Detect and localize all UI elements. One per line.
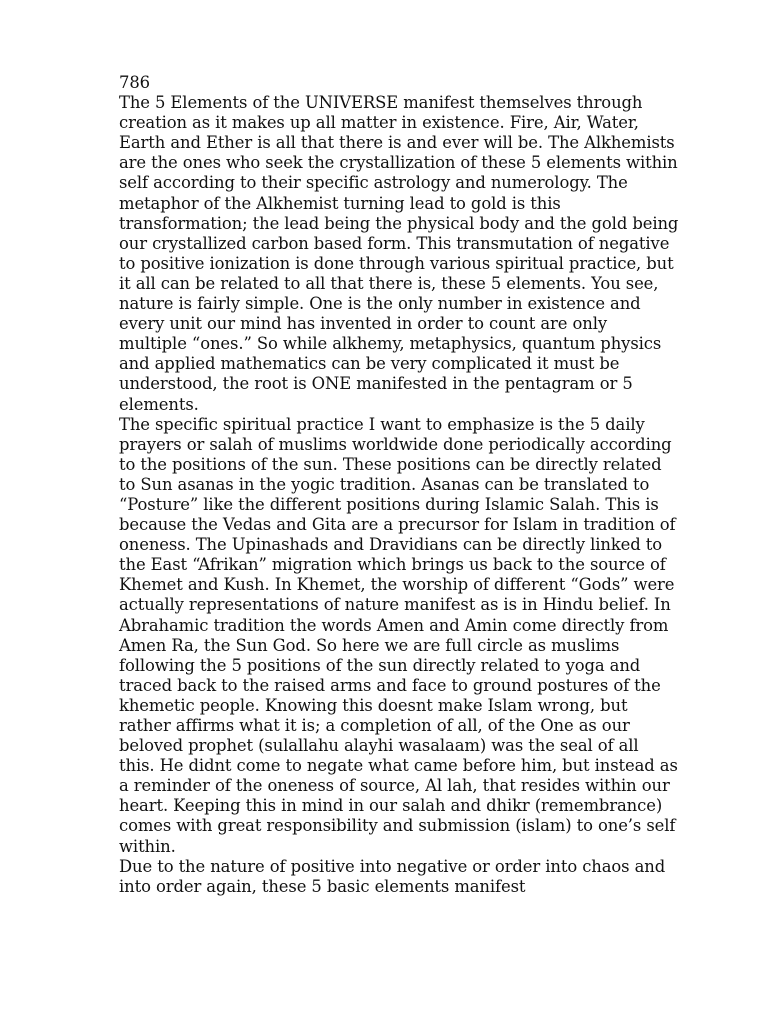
page-heading: 786 <box>119 73 150 92</box>
paragraph-five-elements: The 5 Elements of the UNIVERSE manifest themselves through creation as it makes up all matter in existence. Fire, Air, Water, Earth and Ether is all that there is and ever will be. The Alkhemists are the ones who seek the crystallization of these 5 elements within self according to their specific astrology and numerology. The metaphor of the Alkhemist turning lead to gold is this transformation; the lead being the physical body and the gold being our crystallized carbon based form. This transmutation of negative to positive ionization is done through various spiritual practice, but it all can be related to all that there is, these 5 elements. You see, nature is fairly simple. One is the only number in existence and every unit our mind has invented in order to count are only multiple “ones.” So while alkhemy, metaphysics, quantum physics and applied mathematics can be very complicated it must be understood, the root is ONE manifested in the pentagram or 5 elements. <box>119 93 679 414</box>
paragraph-order-chaos: Due to the nature of positive into negative or order into chaos and into order again, these 5 basic elements manifest <box>119 856 666 896</box>
document-page <box>119 73 679 897</box>
paragraph-spiritual-practice: The specific spiritual practice I want to emphasize is the 5 daily prayers or salah of muslims worldwide done periodically according to the positions of the sun. These positions can be directly related to Sun asanas in the yogic tradition. Asanas can be translated to “Posture” like the different positions during Islamic Salah. This is because the Vedas and Gita are a precursor for Islam in tradition of oneness. The Upinashads and Dravidians can be directly linked to the East “Afrikan” migration which brings us back to the source of Khemet and Kush. In Khemet, the worship of different “Gods” were actually representations of nature manifest as is in Hindu belief. In Abrahamic tradition the words Amen and Amin come directly from Amen Ra, the Sun God. So here we are full circle as muslims following the 5 positions of the sun directly related to yoga and traced back to the raised arms and face to ground postures of the khemetic people. Knowing this doesnt make Islam wrong, but rather affirms what it is; a completion of all, of the One as our beloved prophet (sulallahu alayhi wasalaam) was the seal of all this. He didnt come to negate what came before him, but instead as a reminder of the oneness of source, Al lah, that resides within our heart. Keeping this in mind in our salah and dhikr (remembrance) comes with great responsibility and submission (islam) to one’s self within. <box>119 414 678 856</box>
